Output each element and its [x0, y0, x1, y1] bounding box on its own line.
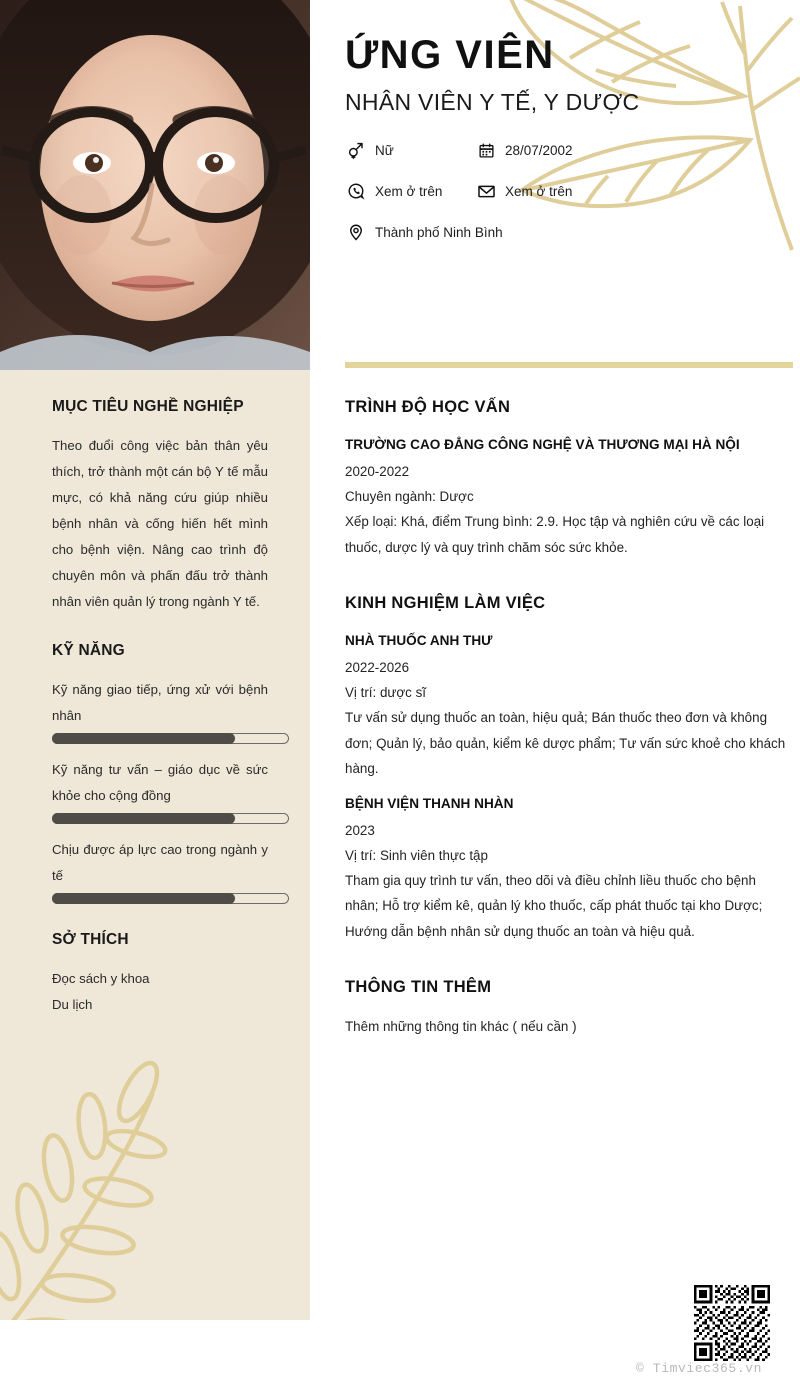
education-section	[345, 398, 790, 560]
contact-email[interactable]	[475, 181, 572, 201]
contact-phone-value: Xem ở trên	[375, 183, 443, 199]
contact-phone[interactable]	[345, 181, 475, 201]
additional-text: Thêm những thông tin khác ( nếu cần )	[345, 1019, 577, 1034]
experience-role: Vị trí: dược sĩ	[345, 685, 426, 700]
skills-section	[52, 642, 268, 904]
additional-section	[345, 978, 790, 1039]
skill-label: Kỹ năng giao tiếp, ứng xử với bệnh nhân	[52, 682, 268, 723]
education-major: Chuyên ngành: Dược	[345, 489, 474, 504]
main-column	[310, 0, 800, 1389]
experience-heading: KINH NGHIỆM LÀM VIỆC	[345, 594, 546, 612]
skill-progress-fill	[52, 733, 235, 744]
education-entry	[345, 434, 790, 560]
additional-heading: THÔNG TIN THÊM	[345, 978, 492, 996]
location-icon	[345, 222, 367, 242]
experience-org: BỆNH VIỆN THANH NHÀN	[345, 795, 514, 811]
objective-heading: MỤC TIÊU NGHỀ NGHIỆP	[52, 398, 244, 415]
contact-row	[345, 181, 745, 201]
hobby-item: Đọc sách y khoa	[52, 971, 150, 986]
contact-row	[345, 222, 745, 242]
experience-entry	[345, 630, 790, 782]
education-period: 2020-2022	[345, 464, 410, 479]
sidebar-content	[0, 370, 310, 1045]
spacer	[345, 560, 790, 594]
experience-description: Tư vấn sử dụng thuốc an toàn, hiệu quả; Bán thuốc theo đơn và không đơn; Quản lý, bảo quản, kiểm kê dược phẩm; Tư vấn sức khoẻ cho khách hàng.	[345, 710, 786, 776]
skill-progress-fill	[52, 813, 235, 824]
calendar-icon	[475, 140, 497, 160]
skill-progress-bar	[52, 813, 289, 824]
education-heading: TRÌNH ĐỘ HỌC VẤN	[345, 398, 511, 416]
contact-gender	[345, 140, 475, 160]
contact-location	[345, 222, 503, 242]
spacer	[345, 782, 790, 793]
objective-section	[52, 398, 268, 615]
education-org: TRƯỜNG CAO ĐẲNG CÔNG NGHỆ VÀ THƯƠNG MẠI HÀ NỘI	[345, 437, 740, 452]
hobbies-section	[52, 931, 268, 1018]
cv-header	[310, 0, 800, 242]
skill-progress-bar	[52, 733, 289, 744]
contact-info	[345, 140, 745, 242]
skill-progress-fill	[52, 893, 235, 904]
contact-location-value: Thành phố Ninh Bình	[375, 224, 503, 240]
experience-description: Tham gia quy trình tư vấn, theo dõi và điều chỉnh liều thuốc cho bệnh nhân; Hỗ trợ kiểm kê, quản lý kho thuốc, cấp phát thuốc tại kho Dược; Hướng dẫn bệnh nhân sử dụng thuốc an toàn và hiệu quả.	[345, 872, 763, 939]
hobby-item: Du lịch	[52, 997, 93, 1012]
skill-item	[52, 837, 268, 904]
qr-code	[694, 1285, 770, 1361]
skill-label: Chịu được áp lực cao trong ngành y tế	[52, 842, 268, 883]
experience-period: 2022-2026	[345, 660, 410, 675]
experience-org: NHÀ THUỐC ANH THƯ	[345, 633, 493, 648]
spacer	[345, 944, 790, 978]
experience-section	[345, 594, 790, 944]
skill-progress-bar	[52, 893, 289, 904]
experience-entry	[345, 793, 790, 945]
sidebar	[0, 0, 310, 1320]
education-description: Xếp loại: Khá, điểm Trung bình: 2.9. Học tập và nghiên cứu về các loại thuốc, dược lý và quy trình chăm sóc sức khỏe.	[345, 514, 765, 555]
main-content	[310, 398, 800, 1039]
objective-text: Theo đuổi công việc bản thân yêu thích, trở thành một cán bộ Y tế mẫu mực, có khả năng cứu giúp nhiều bệnh nhân và cống hiến hết mình cho bệnh viện. Nâng cao trình độ chuyên môn và phấn đấu trở thành nhân viên quản lý trong ngành Y tế.	[52, 438, 268, 609]
email-icon	[475, 181, 497, 201]
contact-row	[345, 140, 745, 160]
skill-item	[52, 757, 268, 824]
profile-photo	[0, 0, 310, 370]
gender-icon	[345, 140, 367, 160]
gold-divider	[345, 362, 793, 368]
phone-icon	[345, 181, 367, 201]
hobbies-heading: SỞ THÍCH	[52, 931, 129, 948]
candidate-name: ỨNG VIÊN	[345, 33, 555, 77]
job-title: NHÂN VIÊN Y TẾ, Y DƯỢC	[345, 89, 640, 115]
experience-role: Vị trí: Sinh viên thực tập	[345, 847, 488, 863]
leaf-decoration-bottom-left	[0, 1040, 230, 1320]
watermark: © Timviec365.vn	[636, 1361, 763, 1376]
contact-birthdate-value: 28/07/2002	[505, 142, 573, 158]
contact-email-value: Xem ở trên	[505, 183, 573, 199]
contact-birthdate	[475, 140, 573, 160]
skills-heading: KỸ NĂNG	[52, 642, 125, 659]
experience-period: 2023	[345, 822, 375, 838]
skill-label: Kỹ năng tư vấn – giáo dục về sức khỏe cho cộng đồng	[52, 762, 268, 803]
contact-gender-value: Nữ	[375, 142, 394, 158]
skill-item	[52, 677, 268, 744]
